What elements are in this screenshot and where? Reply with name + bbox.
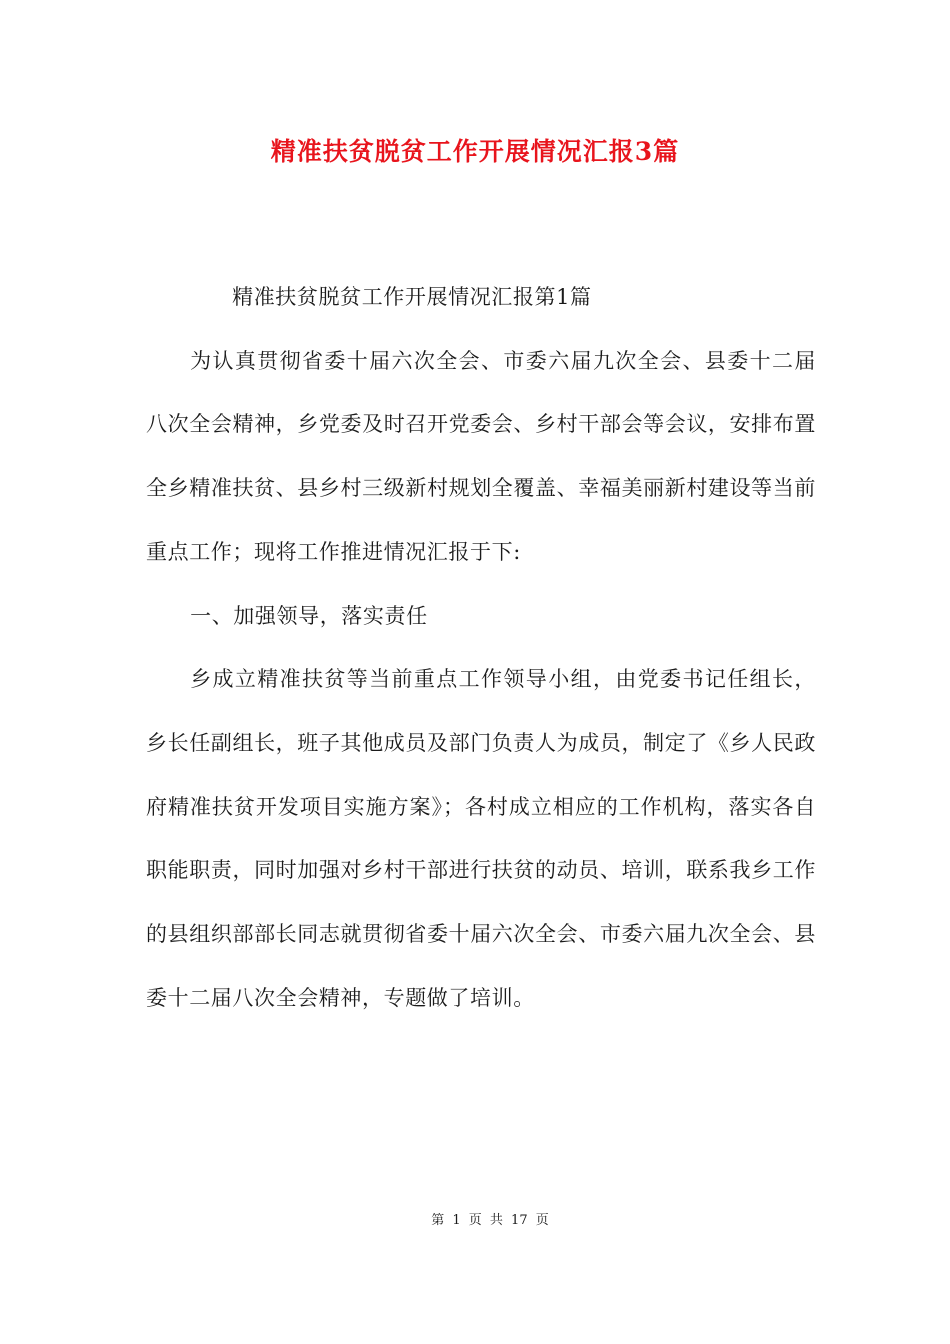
- document-body: [146, 266, 816, 1030]
- section-subtitle: 精准扶贫脱贫工作开展情况汇报第1篇: [232, 285, 592, 309]
- section-heading: 一、加强领导，落实责任: [190, 603, 428, 628]
- paragraph-intro: 为认真贯彻省委十届六次全会、市委六届九次全会、县委十二届八次全会精神，乡党委及时召开党委会、乡村干部会等会议，安排布置全乡精准扶贫、县乡村三级新村规划全覆盖、幸福美丽新村建设等当前重点工作；现将工作推进情况汇报于下:: [146, 348, 816, 564]
- paragraph-leadership: 乡成立精准扶贫等当前重点工作领导小组，由党委书记任组长，乡长任副组长，班子其他成员及部门负责人为成员，制定了《乡人民政府精准扶贫开发项目实施方案》；各村成立相应的工作机构，落实各自职能职责，同时加强对乡村干部进行扶贫的动员、培训，联系我乡工作的县组织部部长同志就贯彻省委十届六次全会、市委六届九次全会、县委十二届八次全会精神，专题做了培训。: [146, 667, 816, 1010]
- document-title: 精准扶贫脱贫工作开展情况汇报3篇: [270, 137, 680, 166]
- page-number-footer: 第 1 页 共 17 页: [431, 1213, 549, 1228]
